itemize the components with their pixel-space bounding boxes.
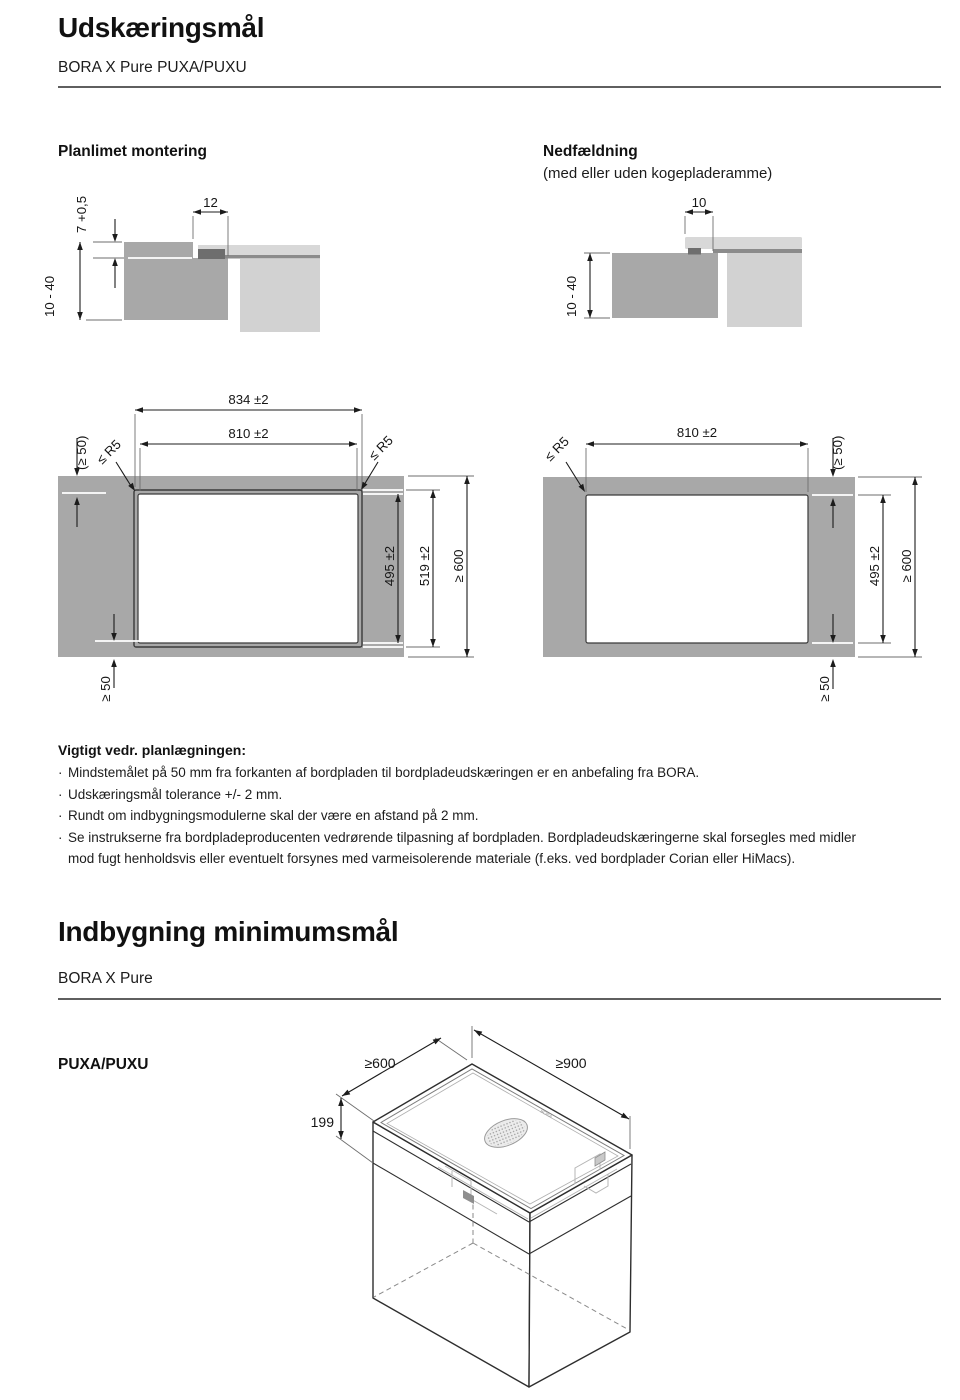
cutout-opening	[586, 495, 808, 643]
dim-corner-radius-right: ≤ R5	[365, 432, 396, 463]
isometric-cabinet-drawing	[311, 1026, 632, 1387]
dim-outer-depth: 519 ±2	[417, 545, 432, 587]
dim-min-height: 199	[310, 1114, 334, 1130]
notes-title: Vigtigt vedr. planlægningen:	[58, 742, 246, 758]
flush-cross-section	[42, 195, 320, 332]
cooktop-flange	[713, 249, 802, 253]
section2-title: Indbygning minimumsmål	[58, 916, 399, 947]
bullet-glyph: ·	[58, 786, 63, 802]
dim-corner-radius: ≤ R5	[541, 433, 572, 464]
note-text: Se instrukserne fra bordpladeproducenten vedrørende tilpasning af bordpladen. Bordpladeudskæringerne skal forsegles med midler mod fugt henholdsvis eller eventuelt forsynes med varmeisolerende materiale (f.eks. ved bordplader Corian eller HiMacs).	[68, 829, 856, 866]
cooktop-glass	[685, 237, 802, 249]
seal-strip	[688, 248, 701, 255]
dim-inner-depth: 495 ±2	[382, 545, 397, 587]
section2-subtitle: BORA X Pure	[58, 970, 153, 987]
model-label: PUXA/PUXU	[58, 1056, 149, 1073]
page-title: Udskæringsmål	[58, 12, 265, 43]
dim-rabbet-width: 12	[203, 195, 218, 210]
surface-cutout-plan	[542, 425, 922, 702]
cutout-opening	[138, 494, 358, 643]
flush-cutout-plan	[58, 392, 474, 702]
dim-worktop-thickness: 10 - 40	[42, 275, 57, 317]
dim-rear-distance: ≥ 50	[817, 676, 832, 702]
bullet-glyph: ·	[58, 765, 63, 780]
dim-min-width: ≥600	[364, 1055, 396, 1071]
dim-front-distance: (≥ 50)	[74, 435, 89, 470]
flush-mount-title: Planlimet montering	[58, 143, 207, 160]
bullet-glyph: ·	[58, 808, 63, 823]
dim-width: 810 ±2	[676, 425, 718, 440]
surface-mount-title: Nedfældning	[543, 143, 638, 160]
surface-cross-section	[564, 195, 802, 327]
dim-worktop-depth: ≥ 600	[899, 549, 914, 583]
page-subtitle: BORA X Pure PUXA/PUXU	[58, 59, 247, 76]
dim-rabbet-depth: 7 +0,5	[74, 195, 89, 233]
seal-strip	[198, 249, 225, 259]
dim-outer-width: 834 ±2	[228, 392, 269, 407]
note-text: Rundt om indbygningsmodulerne skal der være en afstand på 2 mm.	[68, 808, 479, 823]
bullet-glyph: ·	[58, 829, 63, 845]
dim-min-depth: ≥900	[555, 1055, 587, 1071]
surface-mount-subtitle: (med eller uden kogepladeramme)	[543, 165, 773, 182]
bora-logo-mark: BORA	[539, 1108, 554, 1120]
dim-front-distance: (≥ 50)	[830, 435, 845, 470]
note-text: Udskæringsmål tolerance +/- 2 mm.	[68, 786, 283, 802]
cooktop-body	[240, 259, 320, 332]
cooktop-flange	[225, 255, 320, 259]
dim-inner-width: 810 ±2	[228, 426, 269, 441]
dim-depth: 495 ±2	[867, 545, 882, 587]
dim-glass-overlap: 10	[691, 195, 707, 210]
note-text: Mindstemålet på 50 mm fra forkanten af bordpladen til bordpladeudskæringen er en anbefaling fra BORA.	[68, 765, 700, 780]
cooktop-body	[727, 253, 802, 327]
dim-rear-distance: ≥ 50	[98, 676, 113, 702]
dim-worktop-depth: ≥ 600	[451, 549, 466, 583]
worktop-section	[612, 253, 718, 318]
dim-corner-radius-left: ≤ R5	[93, 436, 124, 467]
dim-worktop-thickness: 10 - 40	[564, 275, 579, 317]
